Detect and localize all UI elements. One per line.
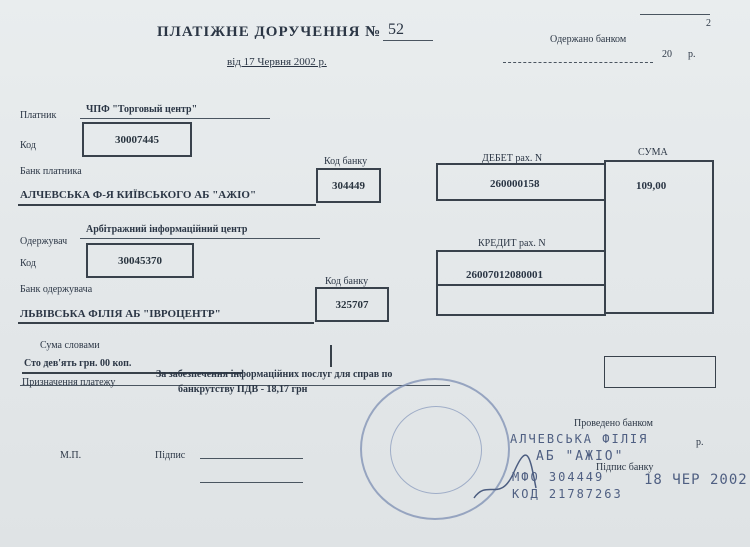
payer-code-label: Код — [20, 140, 36, 151]
sum-label: СУМА — [638, 147, 668, 158]
corner-mark: 2 — [706, 18, 711, 29]
purpose-line-2: банкрутству ПДВ - 18,17 грн — [178, 384, 308, 395]
payer-bank-name: АЛЧЕВСЬКА Ф-Я КИЇВСЬКОГО АБ "АЖІО" — [20, 189, 257, 201]
payee-code-label: Код — [20, 258, 36, 269]
payer-bank-code-label: Код банку — [324, 156, 368, 167]
debit-label: ДЕБЕТ рах. N — [482, 153, 543, 164]
signature-mark — [470, 448, 540, 508]
corner-line — [640, 14, 710, 15]
purpose-line-1: За забезпечення інформаційних послуг для справ по — [156, 369, 393, 380]
payee-bank-name: ЛЬВІВСЬКА ФІЛІЯ АБ "ІВРОЦЕНТР" — [20, 308, 221, 320]
number-underline — [383, 40, 433, 41]
credit-extra-box — [436, 284, 606, 316]
sign-line-2 — [200, 482, 303, 483]
payer-bank-code: 304449 — [332, 179, 365, 192]
payee-bank-code-label: Код банку — [325, 276, 369, 287]
sign-line-1 — [200, 458, 303, 459]
payee-name: Арбітражний інформаційний центр — [86, 224, 248, 235]
payee-bank-underline — [18, 322, 314, 324]
payer-label: Платник — [20, 110, 57, 121]
credit-label: КРЕДИТ рах. N — [478, 238, 546, 249]
stamp-line-3: МФО 304449 — [512, 470, 605, 484]
received-label: Одержано банком — [550, 34, 627, 45]
stamp-line-2: АБ "АЖІО" — [536, 449, 625, 464]
debit-account: 260000158 — [490, 178, 540, 190]
payee-label: Одержувач — [20, 236, 68, 247]
credit-account: 26007012080001 — [466, 269, 543, 281]
bank-sign-label: Підпис банку — [596, 462, 654, 473]
words-value: Сто дев'ять грн. 00 коп. — [24, 358, 132, 369]
empty-box — [604, 356, 716, 388]
sum-amount: 109,00 — [636, 180, 667, 192]
document-date: від 17 Червня 2002 р. — [227, 56, 327, 68]
payer-name: ЧПФ "Торговый центр" — [86, 104, 198, 115]
document-title: ПЛАТІЖНЕ ДОРУЧЕННЯ № — [157, 24, 382, 40]
received-suffix: р. — [688, 49, 696, 60]
payer-code: 30007445 — [115, 133, 159, 146]
processed-suffix: р. — [696, 437, 704, 448]
payer-bank-code-box — [316, 168, 381, 203]
document-number: 52 — [388, 21, 404, 38]
payee-code: 30045370 — [118, 254, 162, 267]
stamp-line-1: АЛЧЕВСЬКА ФІЛІЯ — [510, 432, 649, 446]
payee-bank-code: 325707 — [335, 298, 369, 311]
payer-bank-underline — [18, 204, 316, 206]
words-mark — [330, 345, 332, 367]
stamp-line-4: КОД 21787263 — [512, 487, 623, 501]
payer-code-box — [82, 122, 192, 157]
processed-label: Проведено банком — [574, 418, 653, 429]
stamp-date: 18 ЧЕР 2002 — [644, 472, 748, 488]
payee-bank-code-box — [315, 287, 389, 322]
payee-bank-label: Банк одержувача — [20, 284, 93, 295]
purpose-label: Призначення платежу — [22, 377, 116, 388]
payer-bank-label: Банк платника — [20, 166, 82, 177]
received-year: 20 — [662, 49, 672, 60]
words-label: Сума словами — [40, 340, 100, 351]
sign-label: Підпис — [155, 450, 186, 461]
mp-label: М.П. — [60, 450, 82, 461]
payee-name-underline — [80, 238, 320, 239]
payer-name-underline — [80, 118, 270, 119]
payee-code-box — [86, 243, 194, 278]
received-date-line — [503, 62, 653, 63]
